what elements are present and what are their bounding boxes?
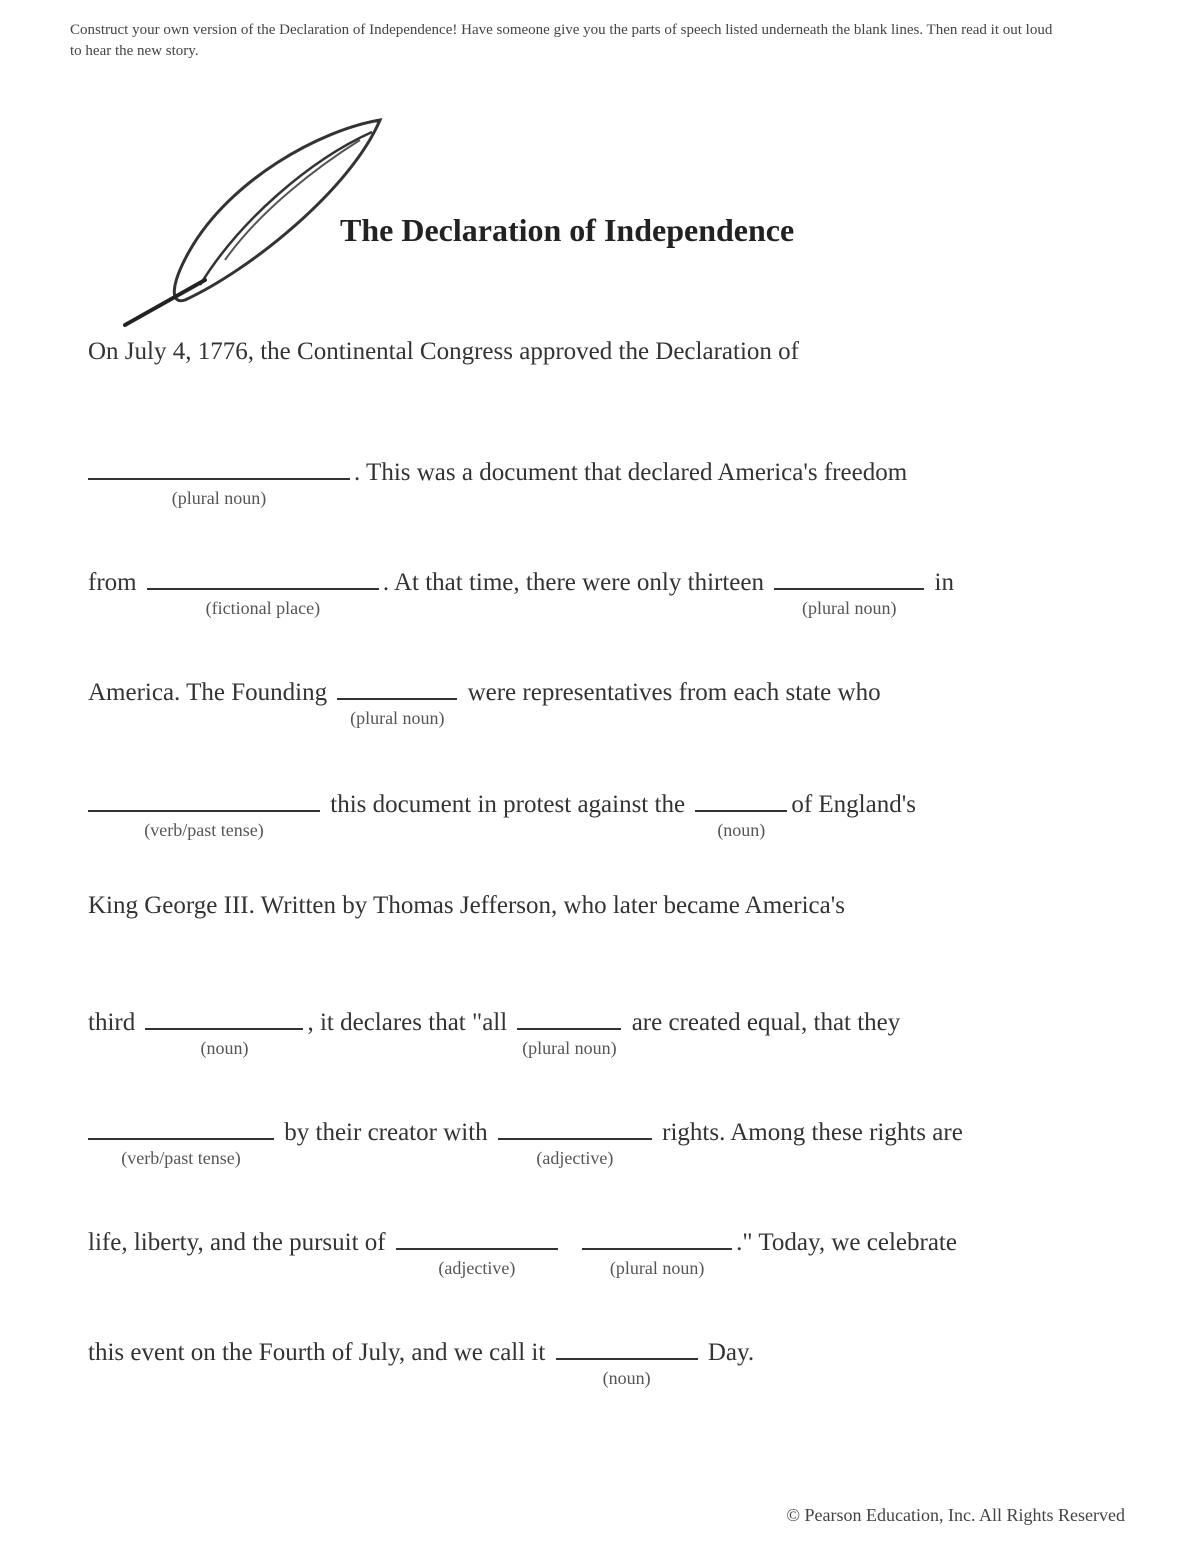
blank-hint: (noun) <box>602 1368 651 1388</box>
story-text: are created equal, that they <box>631 1009 901 1036</box>
story-text: third <box>88 1009 136 1036</box>
blank-hint: (adjective) <box>438 1258 516 1278</box>
blank-hint: (plural noun) <box>802 598 897 618</box>
blank-hint: (plural noun) <box>171 488 267 508</box>
blank-verb-past-tense[interactable] <box>88 782 320 840</box>
instructions-text: Construct your own version of the Declaration of Independence! Have someone give you the parts of speech listed underneath the blank lines. Then read it out loud to hear the new story. <box>70 22 1053 59</box>
blank-fictional-place[interactable] <box>147 560 379 618</box>
blank-plural-noun[interactable] <box>517 1000 621 1058</box>
blank-hint: (fictional place) <box>205 598 321 618</box>
story-text: were representatives from each state who <box>467 679 881 706</box>
story-text: by their creator with <box>284 1119 488 1146</box>
blank-hint: (verb/past tense) <box>121 1148 241 1168</box>
blank-hint: (plural noun) <box>522 1038 617 1058</box>
story-text: America. The Founding <box>88 679 328 706</box>
blank-plural-noun[interactable] <box>337 670 457 728</box>
story-line-6 <box>88 892 845 920</box>
blank-plural-noun[interactable] <box>582 1220 732 1278</box>
story-text: On July 4, 1776, the Continental Congress approved the Declaration of <box>88 338 799 365</box>
blank-hint: (verb/past tense) <box>144 820 264 840</box>
story-line-2 <box>88 450 908 508</box>
blank-plural-noun[interactable] <box>88 450 350 508</box>
story-text: this document in protest against the <box>330 791 686 818</box>
story-text: of England's <box>791 791 916 818</box>
story-text: life, liberty, and the pursuit of <box>88 1229 386 1256</box>
blank-hint: (adjective) <box>536 1148 614 1168</box>
story-line-9 <box>88 1220 957 1278</box>
story-text: King George III. Written by Thomas Jefferson, who later became America's <box>88 892 845 919</box>
story-line-3 <box>88 560 954 618</box>
story-line-10 <box>88 1330 755 1388</box>
blank-adjective[interactable] <box>396 1220 558 1278</box>
blank-noun[interactable] <box>695 782 787 840</box>
story-text: ." Today, we celebrate <box>736 1229 957 1256</box>
story-text: this event on the Fourth of July, and we call it <box>88 1339 546 1366</box>
story-line-5 <box>88 782 916 840</box>
blank-noun[interactable] <box>145 1000 303 1058</box>
story-text: rights. Among these rights are <box>662 1119 963 1146</box>
blank-hint: (plural noun) <box>609 1258 705 1278</box>
story-line-1 <box>88 338 799 366</box>
blank-verb-past-tense[interactable] <box>88 1110 274 1168</box>
story-text: . At that time, there were only thirteen <box>382 569 764 596</box>
story-line-7 <box>88 1000 901 1058</box>
story-text: . This was a document that declared America's freedom <box>354 459 908 486</box>
blank-hint: (noun) <box>717 820 766 840</box>
story-text: Day. <box>707 1339 755 1366</box>
story-text: in <box>934 569 954 596</box>
story-text: , it declares that "all <box>307 1009 508 1036</box>
blank-hint: (noun) <box>200 1038 249 1058</box>
story-line-4 <box>88 670 881 728</box>
blank-noun[interactable] <box>556 1330 698 1388</box>
blank-hint: (plural noun) <box>350 708 445 728</box>
story-text: from <box>88 569 137 596</box>
blank-plural-noun[interactable] <box>774 560 924 618</box>
story-line-8 <box>88 1110 963 1168</box>
copyright-notice: © Pearson Education, Inc. All Rights Reserved <box>786 1505 1125 1525</box>
blank-adjective[interactable] <box>498 1110 652 1168</box>
page-title: The Declaration of Independence <box>340 212 795 248</box>
